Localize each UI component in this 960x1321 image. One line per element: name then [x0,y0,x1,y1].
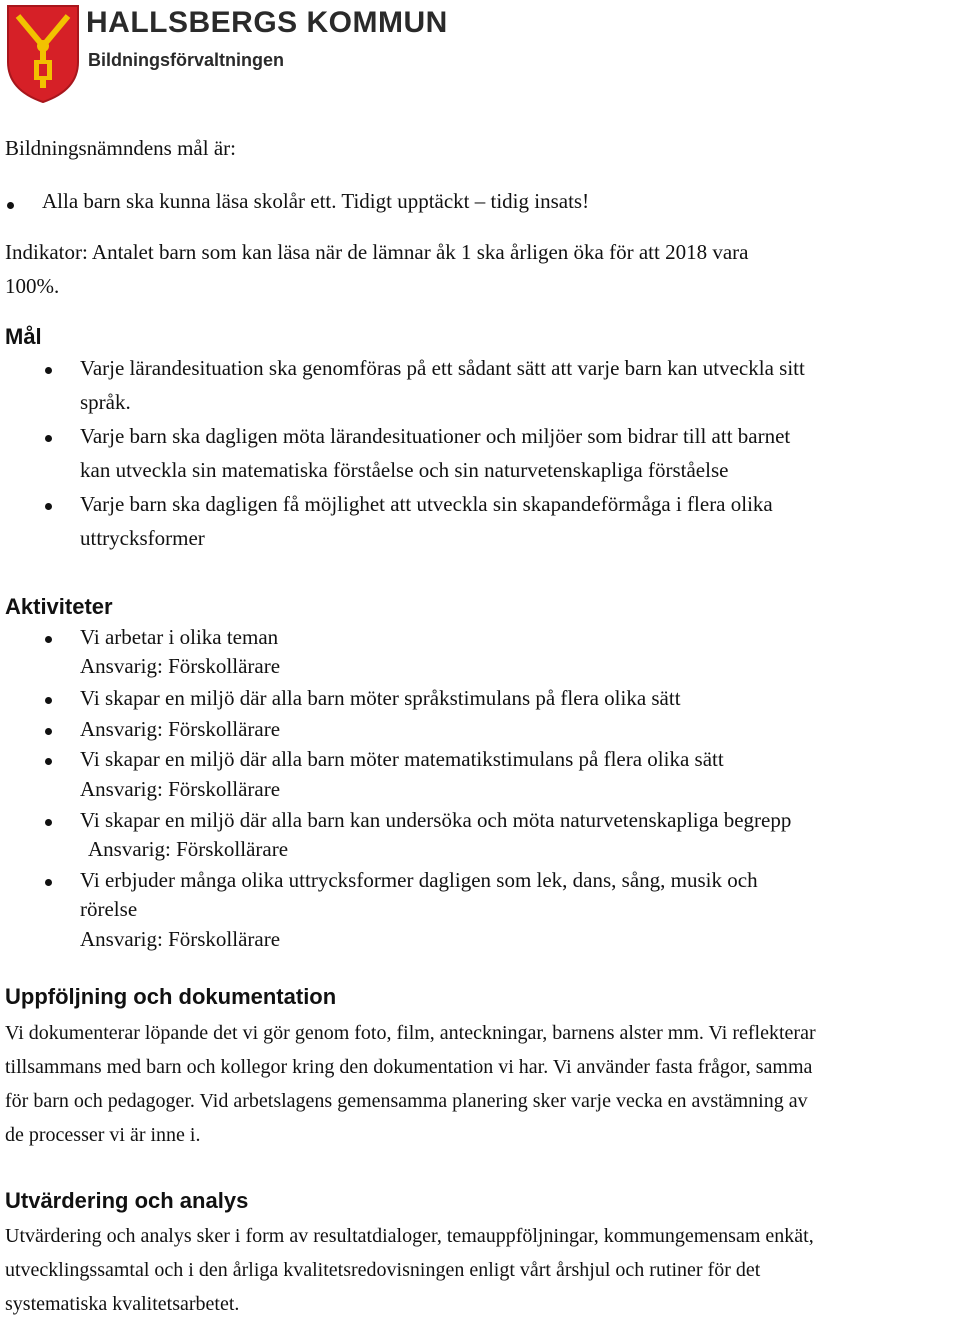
uppfoljning-line: de processer vi är inne i. [5,1124,201,1146]
responsible-line: Ansvarig: Förskollärare [80,927,281,951]
responsible-line: Ansvarig: Förskollärare [80,717,281,741]
bullet-dot [45,503,52,510]
mal-item-2-line-2: kan utveckla sin matematiska förståelse och sin naturvetenskapliga förståelse [80,458,729,482]
bullet-dot [45,697,52,704]
bullet-dot [45,367,52,374]
bullet-dot [45,728,52,735]
mal-item-3-line-1: Varje barn ska dagligen få möjlighet att utveckla sin skapandeförmåga i flera olika [80,492,773,516]
aktiviteter-heading: Aktiviteter [5,594,113,619]
mal-item-3-line-2: uttrycksformer [80,526,205,550]
intro-heading: Bildningsnämndens mål är: [5,136,236,160]
bullet-dot [45,758,52,765]
document-header [0,0,960,110]
uppfoljning-line: tillsammans med barn och kollegor kring den dokumentation vi har. Vi använder fasta frågor, samma [5,1056,813,1078]
mal-item-2-line-1: Varje barn ska dagligen möta lärandesituationer och miljöer som bidrar till att barnet [80,424,791,448]
responsible-line: Ansvarig: Förskollärare [88,837,289,861]
indicator-line-1: Indikator: Antalet barn som kan läsa när de lämnar åk 1 ska årligen öka för att 2018 vara [5,240,749,264]
utvardering-line: Utvärdering och analys sker i form av resultatdialoger, temauppföljningar, kommungemensam enkät, [5,1225,814,1247]
bullet-dot [45,636,52,643]
bullet-dot [7,202,14,209]
bullet-dot [45,435,52,442]
uppfoljning-line: Vi dokumenterar löpande det vi gör genom foto, film, anteckningar, barnens alster mm. Vi reflekterar [5,1022,816,1044]
responsible-line: Ansvarig: Förskollärare [80,777,281,801]
activity-line: Vi skapar en miljö där alla barn möter språkstimulans på flera olika sätt [80,686,681,710]
utvardering-line: systematiska kvalitetsarbetet. [5,1293,240,1315]
bullet-dot [45,819,52,826]
activity-line: Vi erbjuder många olika uttrycksformer dagligen som lek, dans, sång, musik och [80,868,758,892]
indicator-line-2: 100%. [5,274,60,298]
mal-item-1-line-1: Varje lärandesituation ska genomföras på ett sådant sätt att varje barn kan utveckla sitt [80,356,805,380]
activity-line: Vi skapar en miljö där alla barn möter matematikstimulans på flera olika sätt [80,747,724,771]
mal-heading: Mål [5,324,42,349]
hallsberg-coat-of-arms-logo [4,2,82,104]
activity-line-continued: rörelse [80,897,138,921]
org-name: HALLSBERGS KOMMUN [86,6,448,39]
uppfoljning-heading: Uppföljning och dokumentation [5,984,337,1009]
activity-line: Vi arbetar i olika teman [80,625,279,649]
mal-item-1-line-2: språk. [80,390,131,414]
uppfoljning-line: för barn och pedagoger. Vid arbetslagens gemensamma planering sker varje vecka en avstämning av [5,1090,808,1112]
activity-line: Vi skapar en miljö där alla barn kan undersöka och möta naturvetenskapliga begrepp [80,808,792,832]
responsible-line: Ansvarig: Förskollärare [80,654,281,678]
bullet-dot [45,879,52,886]
intro-bullet: Alla barn ska kunna läsa skolår ett. Tidigt upptäckt – tidig insats! [42,189,590,213]
department-name: Bildningsförvaltningen [88,50,284,70]
utvardering-heading: Utvärdering och analys [5,1188,249,1213]
utvardering-line: utvecklingssamtal och i den årliga kvalitetsredovisningen enligt vårt årshjul och rutiner för det [5,1259,761,1281]
